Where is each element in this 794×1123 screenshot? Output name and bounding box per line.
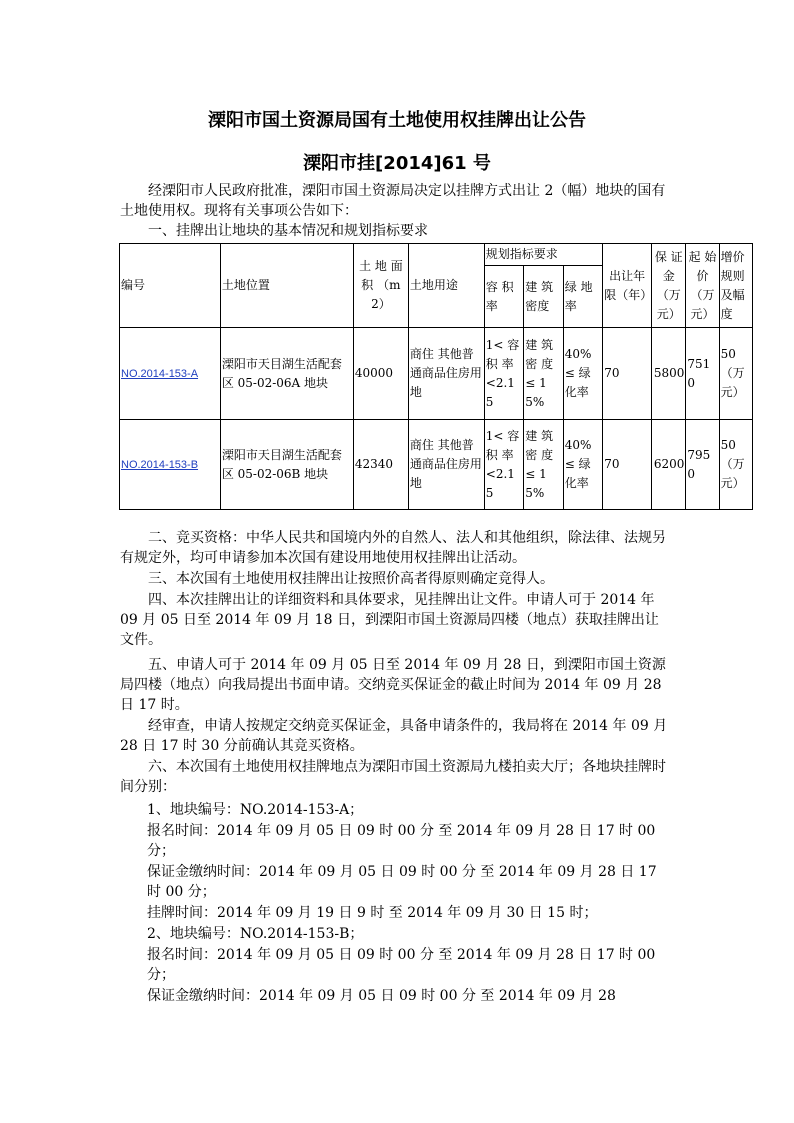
section-1-heading: 一、挂牌出让地块的基本情况和规划指标要求: [148, 223, 428, 239]
header-code: 编号: [120, 244, 221, 328]
parcel-start-price: 7510: [686, 328, 719, 420]
parcel-green: 40% ≤ 绿化率: [563, 328, 603, 420]
parcel-increment: 50 （万元）: [719, 328, 752, 420]
header-area: 土 地 面积 （m2）: [353, 244, 408, 328]
paragraph-listing-venue: 六、本次国有土地使用权挂牌地点为溧阳市国土资源局九楼拍卖大厅；各地块挂牌时间分别：: [120, 759, 666, 795]
parcel-term: 70: [603, 328, 652, 420]
header-deposit: 保 证金 （万元）: [652, 244, 686, 328]
header-location: 土地位置: [220, 244, 353, 328]
parcel-b-registration-time: 报名时间：2014 年 09 月 05 日 09 时 00 分 至 2014 年 09 月 28 日 17 时 00 分；: [147, 947, 656, 983]
parcel-deposit: 5800: [652, 328, 686, 420]
parcel-a-heading: 1、地块编号：NO.2014-153-A；: [147, 802, 364, 818]
table-row: [120, 328, 753, 420]
parcel-b-heading: 2、地块编号：NO.2014-153-B；: [147, 926, 364, 942]
paragraph-qualification: 二、竞买资格：中华人民共和国境内外的自然人、法人和其他组织，除法律、法规另有规定外，均可申请参加本次国有建设用地使用权挂牌出让活动。: [120, 530, 666, 566]
parcel-increment: 50 （万元）: [719, 420, 752, 510]
parcel-a-listing-time: 挂牌时间：2014 年 09 月 19 日 9 时 至 2014 年 09 月 30 日 15 时；: [147, 905, 598, 921]
header-green: 绿 地率: [563, 266, 603, 328]
parcel-area: 40000: [353, 328, 408, 420]
intro-paragraph: 经溧阳市人民政府批准，溧阳市国土资源局决定以挂牌方式出让 2（幅）地块的国有土地使用权。现将有关事项公告如下：: [120, 183, 666, 219]
parcel-area: 42340: [353, 420, 408, 510]
land-parcel-table: [119, 243, 753, 510]
document-number: 溧阳市挂[2014]61 号: [303, 153, 491, 174]
header-far: 容 积率: [484, 266, 523, 328]
parcel-term: 70: [603, 420, 652, 510]
parcel-green: 40% ≤ 绿化率: [563, 420, 603, 510]
header-start-price: 起 始价 （万元）: [686, 244, 719, 328]
paragraph-application: 五、申请人可于 2014 年 09 月 05 日至 2014 年 09 月 28 日，到溧阳市国土资源局四楼（地点）向我局提出书面申请。交纳竞买保证金的截止时间为 2014 年 09 月 28 日 17 时。: [120, 657, 666, 713]
header-planning: 规划指标要求: [484, 244, 602, 266]
parcel-code-link[interactable]: NO.2014-153-A: [121, 367, 199, 380]
parcel-b-deposit-time: 保证金缴纳时间：2014 年 09 月 05 日 09 时 00 分 至 2014 年 09 月 28: [147, 988, 616, 1004]
parcel-deposit: 6200: [652, 420, 686, 510]
header-density: 建 筑密度: [524, 266, 563, 328]
document-title: 溧阳市国土资源局国有土地使用权挂牌出让公告: [208, 110, 586, 131]
paragraph-documents: 四、本次挂牌出让的详细资料和具体要求，见挂牌出让文件。申请人可于 2014 年 09 月 05 日至 2014 年 09 月 18 日，到溧阳市国土资源局四楼（地点）获取挂牌出让文件。: [120, 592, 659, 648]
parcel-use: 商住 其他普通商品住房用地: [408, 328, 484, 420]
header-use: 土地用途: [408, 244, 484, 328]
parcel-far: 1< 容积 率 <2.15: [484, 328, 523, 420]
parcel-start-price: 7950: [686, 420, 719, 510]
parcel-code-link[interactable]: NO.2014-153-B: [121, 458, 199, 471]
paragraph-award-principle: 三、本次国有土地使用权挂牌出让按照价高者得原则确定竞得人。: [148, 571, 554, 587]
parcel-location: 溧阳市天目湖生活配套区 05-02-06A 地块: [220, 328, 353, 420]
paragraph-review: 经审查，申请人按规定交纳竞买保证金，具备申请条件的，我局将在 2014 年 09 月 28 日 17 时 30 分前确认其竞买资格。: [120, 718, 668, 754]
header-increment: 增价规则及幅度: [719, 244, 752, 328]
header-term: 出让年限（年）: [603, 244, 652, 328]
parcel-use: 商住 其他普通商品住房用地: [408, 420, 484, 510]
parcel-location: 溧阳市天目湖生活配套区 05-02-06B 地块: [220, 420, 353, 510]
table-row: [120, 420, 753, 510]
parcel-density: 建 筑密 度 ≤ 15%: [524, 328, 563, 420]
parcel-a-registration-time: 报名时间：2014 年 09 月 05 日 09 时 00 分 至 2014 年 09 月 28 日 17 时 00 分；: [147, 823, 656, 859]
parcel-a-deposit-time: 保证金缴纳时间：2014 年 09 月 05 日 09 时 00 分 至 2014 年 09 月 28 日 17 时 00 分；: [147, 864, 657, 900]
parcel-density: 建 筑密 度 ≤ 15%: [524, 420, 563, 510]
parcel-far: 1< 容积 率 <2.15: [484, 420, 523, 510]
